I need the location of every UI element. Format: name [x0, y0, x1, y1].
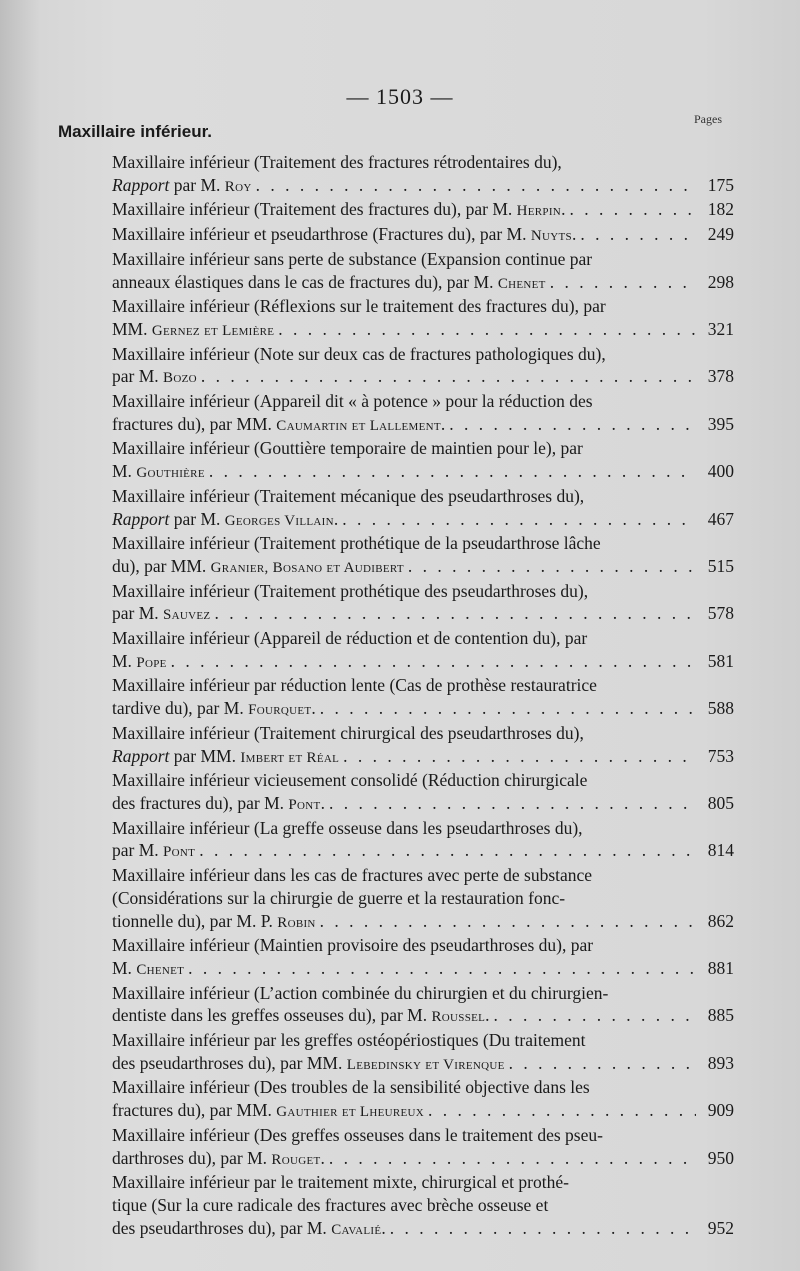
entry-last-line — [112, 271, 734, 296]
entry-text-segment: par MM. — [169, 745, 241, 766]
entry-page-number: 400 — [707, 461, 734, 482]
dot-leader — [329, 1147, 696, 1170]
entry-line: Maxillaire inférieur par les greffes ostéopériostiques (Du traitement — [112, 1030, 586, 1051]
pages-column-label: Pages — [694, 112, 722, 126]
entry-line: Maxillaire inférieur dans les cas de fractures avec perte de substance — [112, 865, 593, 886]
dot-leader — [171, 650, 696, 673]
entry-text — [112, 1217, 386, 1242]
entry-text-segment: par M. — [112, 840, 164, 861]
index-entry — [112, 198, 734, 223]
entry-author: Rouget — [271, 1151, 321, 1168]
entry-author: Caumartin et Lallement — [276, 417, 441, 434]
entry-author: Granier, Bosano et Audibert — [210, 559, 404, 576]
index-entry — [112, 532, 734, 579]
index-entry — [112, 817, 734, 864]
entry-text-segment: du), par MM. — [112, 555, 211, 576]
entry-line: Maxillaire inférieur (Des troubles de la sensibilité objective dans les — [112, 1077, 590, 1098]
entry-author: Nuyts — [530, 228, 572, 245]
dot-leader — [343, 745, 696, 768]
entry-text-segment: . — [485, 1005, 490, 1026]
dot-leader — [550, 271, 696, 294]
entry-author: Gauthier et Lheureux — [276, 1104, 425, 1121]
entry-line: Maxillaire inférieur (Note sur deux cas de fractures pathologiques du), — [112, 343, 606, 364]
entry-text — [112, 198, 566, 223]
entry-last-line — [112, 745, 734, 770]
entry-page-number: 581 — [707, 650, 734, 671]
entry-page-number: 753 — [707, 745, 734, 766]
index-entry — [112, 223, 734, 248]
entry-text — [112, 223, 577, 248]
entry-text-segment: . — [320, 792, 325, 813]
entry-author: Pont — [288, 796, 321, 813]
index-entry — [112, 769, 734, 816]
entry-line: (Considérations sur la chirurgie de guerre et la restauration fonc- — [112, 887, 566, 908]
entry-last-line — [112, 792, 734, 817]
entry-text — [112, 957, 185, 982]
entry-rapport: Rapport — [112, 745, 170, 766]
index-entry — [112, 1029, 734, 1076]
entry-text-segment: tardive du), par M. — [112, 698, 249, 719]
entry-page-number: 862 — [707, 910, 734, 931]
entry-last-line — [112, 839, 734, 864]
index-entry — [112, 390, 734, 437]
index-entry — [112, 580, 734, 627]
entry-text-segment: . — [333, 508, 339, 529]
entry-text — [112, 174, 252, 199]
entry-last-line — [112, 650, 734, 675]
entry-page-number: 182 — [707, 199, 734, 220]
entry-text — [112, 745, 340, 770]
entry-text-segment: par M. — [169, 174, 225, 195]
dot-leader — [449, 413, 696, 436]
entry-last-line — [112, 1004, 734, 1029]
entry-page-number: 814 — [707, 840, 734, 861]
entry-text — [112, 650, 167, 675]
entry-text-segment: par M. — [112, 603, 164, 624]
entry-text — [112, 508, 339, 533]
entry-text-segment: tionnelle du), par M. P. — [112, 910, 278, 931]
entry-line: tique (Sur la cure radicale des fractures avec brèche osseuse et — [112, 1194, 549, 1215]
entry-last-line — [112, 1099, 734, 1124]
entry-page-number: 578 — [707, 603, 734, 624]
index-entry — [112, 1076, 734, 1123]
entry-line: Maxillaire inférieur (Appareil de réduction et de contention du), par — [112, 628, 588, 649]
entry-text — [112, 1052, 505, 1077]
dot-leader — [342, 508, 696, 531]
entry-line: Maxillaire inférieur (Traitement mécanique des pseudarthroses du), — [112, 485, 585, 506]
entry-text — [112, 555, 404, 580]
entry-text — [112, 910, 316, 935]
entry-author: Sauvez — [163, 607, 211, 624]
dot-leader — [428, 1099, 696, 1122]
index-entry — [112, 674, 734, 721]
entry-page-number: 950 — [707, 1147, 734, 1168]
dot-leader — [256, 174, 696, 197]
entry-line: Maxillaire inférieur (Traitement des fractures rétrodentaires du), — [112, 152, 562, 172]
entry-text-segment: des pseudarthroses du), par MM. — [112, 1052, 347, 1073]
entry-page-number: 249 — [707, 224, 734, 245]
index-entry — [112, 295, 734, 342]
entry-line: Maxillaire inférieur (Des greffes osseuses dans le traitement des pseu- — [112, 1124, 603, 1145]
index-entry — [112, 248, 734, 295]
section-heading: Maxillaire inférieur. — [58, 122, 213, 141]
entry-text — [112, 413, 446, 438]
dot-leader — [209, 460, 696, 483]
entry-last-line — [112, 508, 734, 533]
entry-author: Robin — [277, 914, 316, 931]
entry-rapport: Rapport — [112, 174, 170, 195]
entry-page-number: 298 — [707, 271, 734, 292]
entry-text-segment: des fractures du), par M. — [112, 792, 289, 813]
entry-text-segment: par M. — [169, 508, 225, 529]
entry-author: Herpin — [516, 203, 562, 220]
entry-last-line — [112, 555, 734, 580]
entry-last-line — [112, 223, 734, 248]
entry-page-number: 588 — [707, 698, 734, 719]
entry-author: Gouthière — [136, 465, 205, 482]
entry-last-line — [112, 460, 734, 485]
index-entry — [112, 934, 734, 981]
entry-line: Maxillaire inférieur (La greffe osseuse dans les pseudarthroses du), — [112, 817, 583, 838]
entry-page-number: 378 — [707, 366, 734, 387]
entry-text — [112, 1004, 490, 1029]
dot-leader — [199, 839, 696, 862]
entry-text-segment: MM. — [112, 318, 152, 339]
entry-text — [112, 602, 211, 627]
entry-text — [112, 697, 316, 722]
entry-text-segment: Maxillaire inférieur (Traitement des fractures du), par M. — [112, 199, 517, 220]
entry-author: Lebedinsky et Virenque — [346, 1056, 505, 1073]
entry-author: Roussel — [431, 1009, 486, 1026]
entry-author: Cavalié — [331, 1221, 382, 1238]
index-entry — [112, 343, 734, 390]
entry-line: Maxillaire inférieur par le traitement mixte, chirurgical et prothé- — [112, 1172, 569, 1193]
entry-author: Chenet — [497, 275, 546, 292]
dot-leader — [329, 792, 696, 815]
entry-text — [112, 1099, 425, 1124]
dot-leader — [278, 318, 696, 341]
entry-line: Maxillaire inférieur (Traitement prothétique des pseudarthroses du), — [112, 580, 589, 601]
entry-author: Fourquet — [248, 702, 312, 719]
entry-text-segment: . — [381, 1217, 386, 1238]
index-entry — [112, 151, 734, 198]
entry-last-line — [112, 413, 734, 438]
entry-author: Georges Villain — [224, 512, 334, 529]
entry-last-line — [112, 697, 734, 722]
index-entries — [112, 151, 734, 1241]
entry-text-segment: . — [320, 1147, 325, 1168]
entry-line: Maxillaire inférieur sans perte de substance (Expansion continue par — [112, 248, 593, 269]
entry-line: Maxillaire inférieur par réduction lente (Cas de prothèse restauratrice — [112, 675, 597, 696]
entry-author: Pope — [136, 654, 167, 671]
index-entry — [112, 1124, 734, 1171]
entry-page-number: 909 — [707, 1100, 734, 1121]
entry-text-segment: fractures du), par MM. — [112, 413, 277, 434]
entry-text-segment: . — [311, 698, 316, 719]
dot-leader — [580, 223, 696, 246]
entry-text-segment: . — [571, 224, 577, 245]
entry-text — [112, 318, 275, 343]
entry-page-number: 805 — [707, 792, 734, 813]
dot-leader — [509, 1052, 696, 1075]
dot-leader — [201, 365, 696, 388]
entry-last-line — [112, 910, 734, 935]
entry-line: Maxillaire inférieur (Réflexions sur le traitement des fractures du), par — [112, 296, 606, 317]
entry-last-line — [112, 365, 734, 390]
entry-text — [112, 460, 205, 485]
index-entry — [112, 1171, 734, 1241]
entry-author: Gernez et Lemière — [151, 322, 275, 339]
entry-line: Maxillaire inférieur vicieusement consolidé (Réduction chirurgicale — [112, 770, 588, 791]
entry-page-number: 395 — [707, 413, 734, 434]
entry-line: Maxillaire inférieur (Gouttière temporaire de maintien pour le), par — [112, 438, 583, 459]
entry-text — [112, 1147, 325, 1172]
dot-leader — [214, 602, 696, 625]
entry-text-segment: M. — [112, 650, 137, 671]
entry-page-number: 321 — [707, 318, 734, 339]
entry-text — [112, 365, 197, 390]
entry-page-number: 467 — [707, 508, 734, 529]
entry-text-segment: Maxillaire inférieur et pseudarthrose (Fractures du), par M. — [112, 224, 531, 245]
entry-last-line — [112, 602, 734, 627]
entry-last-line — [112, 1147, 734, 1172]
entry-text-segment: darthroses du), par M. — [112, 1147, 272, 1168]
dot-leader — [390, 1217, 696, 1240]
entry-text — [112, 792, 325, 817]
entry-line: Maxillaire inférieur (L’action combinée du chirurgien et du chirurgien- — [112, 982, 609, 1003]
entry-page-number: 515 — [707, 555, 734, 576]
entry-last-line — [112, 198, 734, 223]
entry-line: Maxillaire inférieur (Maintien provisoire des pseudarthroses du), par — [112, 935, 594, 956]
entry-author: Roy — [224, 178, 252, 195]
entry-text-segment: M. — [112, 461, 137, 482]
index-entry — [112, 722, 734, 769]
entry-page-number: 893 — [707, 1052, 734, 1073]
entry-text-segment: dentiste dans les greffes osseuses du), par M. — [112, 1005, 432, 1026]
entry-text-segment: anneaux élastiques dans le cas de fractures du), par M. — [112, 271, 498, 292]
entry-text-segment: . — [440, 413, 446, 434]
dot-leader — [569, 198, 696, 221]
entry-page-number: 952 — [707, 1217, 734, 1238]
entry-page-number: 885 — [707, 1005, 734, 1026]
entry-author: Imbert et Réal — [240, 749, 340, 766]
entry-text — [112, 839, 196, 864]
dot-leader — [320, 697, 696, 720]
entry-text-segment: fractures du), par MM. — [112, 1100, 277, 1121]
entry-line: Maxillaire inférieur (Traitement chirurgical des pseudarthroses du), — [112, 722, 584, 743]
entry-text-segment: M. — [112, 957, 137, 978]
entry-author: Pont — [163, 844, 196, 861]
entry-last-line — [112, 318, 734, 343]
index-entry — [112, 437, 734, 484]
dot-leader — [494, 1004, 696, 1027]
entry-text-segment: des pseudarthroses du), par M. — [112, 1217, 332, 1238]
dot-leader — [408, 555, 696, 578]
dot-leader — [188, 957, 696, 980]
entry-page-number: 881 — [707, 957, 734, 978]
entry-text-segment: par M. — [112, 366, 164, 387]
entry-last-line — [112, 174, 734, 199]
index-entry — [112, 627, 734, 674]
entry-last-line — [112, 1217, 734, 1242]
entry-text — [112, 271, 546, 296]
dot-leader — [320, 910, 696, 933]
entry-page-number: 175 — [707, 174, 734, 195]
entry-text-segment: . — [561, 199, 566, 220]
entry-rapport: Rapport — [112, 508, 170, 529]
entry-line: Maxillaire inférieur (Traitement prothétique de la pseudarthrose lâche — [112, 533, 601, 554]
index-entry — [112, 864, 734, 934]
entry-author: Chenet — [136, 961, 185, 978]
entry-line: Maxillaire inférieur (Appareil dit « à potence » pour la réduction des — [112, 391, 593, 412]
page-number: — 1503 — — [346, 84, 454, 109]
entry-last-line — [112, 1052, 734, 1077]
index-entry — [112, 485, 734, 532]
entry-last-line — [112, 957, 734, 982]
index-entry — [112, 982, 734, 1029]
entry-author: Bozo — [163, 370, 197, 387]
